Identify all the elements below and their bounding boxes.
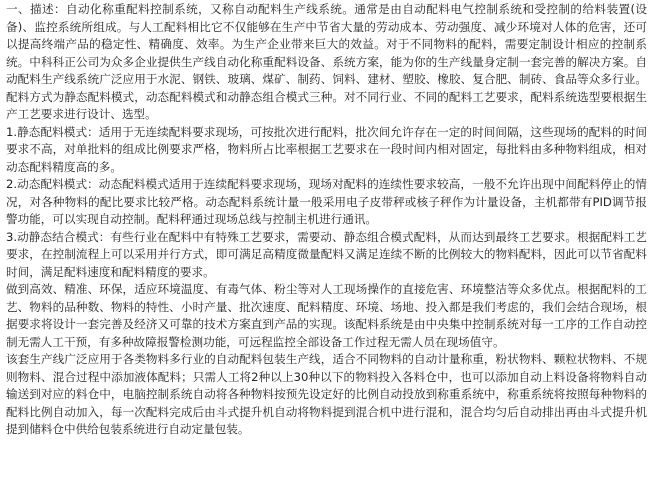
paragraph-overview: 一、描述：自动化称重配料控制系统，又称自动配料生产线系统。通常是由自动配料电气控制系统和受控制的给料装置(设备)、监控系统所组成。与人工配料相比它不仅能够在生产中节省大量的劳动成本、劳动强度、减少环境对人体的危害，还可以提高终端产品的稳定性、精确度、效率。为生产企业带来巨大的效益。对于不同物料的配料，需要定制设计相应的控制系统。中科科正公司为众多企业提供生产线自动化称重配料设备、系统方案，能为你的生产线量身定制一套完善的解决方案。自动配料生产线系统广泛应用于水泥、钢铁、玻璃、煤矿、制药、饲料、建材、塑胶、橡胶、复合肥、制砖、食品等众多行业。配料方式为静态配料模式，动态配料模式和动静态组合模式三种。对不同行业、不同的配料工艺要求，配料系统选型要根据生产工艺要求进行设计、选型。 — [6, 2, 647, 121]
paragraph-combined-mode: 3.动静态结合模式：有些行业在配料中有特殊工艺要求，需要动、静态组合模式配料，从而达到最终工艺要求。根据配料工艺要求，在控制流程上可以采用并行方式，即可满足高精度微量配料又满足连续不断的比例较大的物料配料，因此可以节省配料时间，满足配料速度和配料精度的要求。 — [6, 229, 647, 279]
paragraph-dynamic-mode: 2.动态配料模式：动态配料模式适用于连续配料要求现场，现场对配料的连续性要求较高，一般不允许出现中间配料停止的情况，对各种物料的配比要求比较严格。动态配料系统计量一般采用电子皮带秤或核子秤作为计量设备，主机都带有PID调节报警功能，可以实现自动控制。配料秤通过现场总线与控制主机进行通讯。 — [6, 177, 647, 226]
paragraph-advantages: 做到高效、精准、环保，适应环境温度、有毒气体、粉尘等对人工现场操作的直接危害、环境整洁等众多优点。根据配料的工艺、物料的品种数、物料的特性、小时产量、批次速度、配料精度、环境、场地、投入都是我们考虑的，我们会结合现场，根据要求将设计一套完善及经济又可靠的技术方案直到产品的实现。该配料系统是由中央集中控制系统对每一工序的工作自动控制无需人工干预，有多种故障报警检测功能，可远程监控全部设备工作过程无需人员在现场值守。 — [6, 282, 647, 349]
paragraph-application: 该套生产线广泛应用于各类物料多行业的自动配料包装生产线，适合不同物料的自动计量称重，粉状物料、颗粒状物料、不规则物料、混合过程中添加液体配料；只需人工将2种以上30种以下的物料投入各料仓中，也可以添加自动上料设备将物料自动输送到对应的料仓中，电脑控制系统自动将各种物料按预先设定好的比例自动投放到称重系统中，称重系统将按照每种物料的配料比例自动加入，每一次配料完成后由斗式提升机自动将物料提到混合机中进行混和，混合均匀后自动排出再由斗式提升机提到储料仓中供给包装系统进行自动定量包装。 — [6, 352, 647, 436]
paragraph-static-mode: 1.静态配料模式：适用于无连续配料要求现场，可按批次进行配料，批次间允许存在一定的时间间隔，这些现场的配料的时间要求不高，对单批料的组成比例要求严格，物料所占比率根据工艺要求在一段时间内相对固定，每批料由多种物料组成，相对动态配料精度高的多。 — [6, 124, 647, 174]
